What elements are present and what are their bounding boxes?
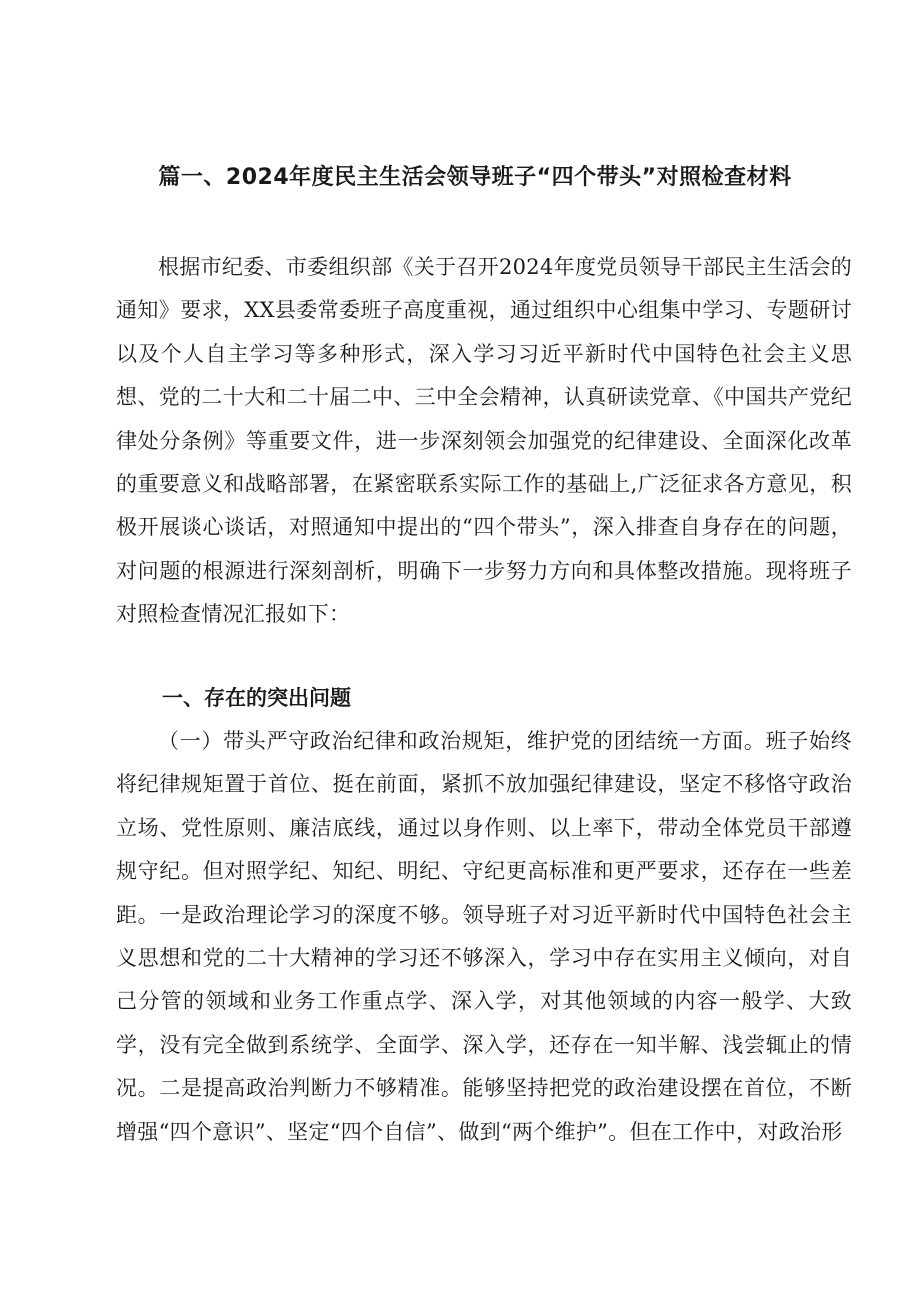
section-heading: 一、存在的突出问题 <box>162 686 351 710</box>
intro-paragraph: 根据市纪委、市委组织部《关于召开2024年度党员领导干部民主生活会的通知》要求，XX县委常委班子高度重视，通过组织中心组集中学习、专题研讨以及个人自主学习等多种形式，深入学习习近平新时代中国特色社会主义思想、党的二十大和二十届二中、三中全会精神，认真研读党章、《中国共产党纪律处分条例》等重要文件，进一步深刻领会加强党的纪律建设、全面深化改革的重要意义和战略部署，在紧密联系实际工作的基础上,广泛征求各方意见，积极开展谈心谈话，对照通知中提出的“四个带头”，深入排查自身存在的问题，对问题的根源进行深刻剖析，明确下一步努力方向和具体整改措施。现将班子对照检查情况汇报如下： <box>116 255 852 627</box>
section-paragraph: （一）带头严守政治纪律和政治规矩，维护党的团结统一方面。班子始终将纪律规矩置于首位、挺在前面，紧抓不放加强纪律建设，坚定不移恪守政治立场、党性原则、廉洁底线，通过以身作则、以上率下，带动全体党员干部遵规守纪。但对照学纪、知纪、明纪、守纪更高标准和更严要求，还存在一些差距。一是政治理论学习的深度不够。领导班子对习近平新时代中国特色社会主义思想和党的二十大精神的学习还不够深入，学习中存在实用主义倾向，对自己分管的领域和业务工作重点学、深入学，对其他领域的内容一般学、大致学，没有完全做到系统学、全面学、深入学，还存在一知半解、浅尝辄止的情况。二是提高政治判断力不够精准。能够坚持把党的政治建设摆在首位，不断增强“四个意识”、坚定“四个自信”、做到“两个维护”。但在工作中，对政治形 <box>116 729 852 1144</box>
document-title: 篇一、2024年度民主生活会领导班子“四个带头”对照检查材料 <box>158 165 792 190</box>
